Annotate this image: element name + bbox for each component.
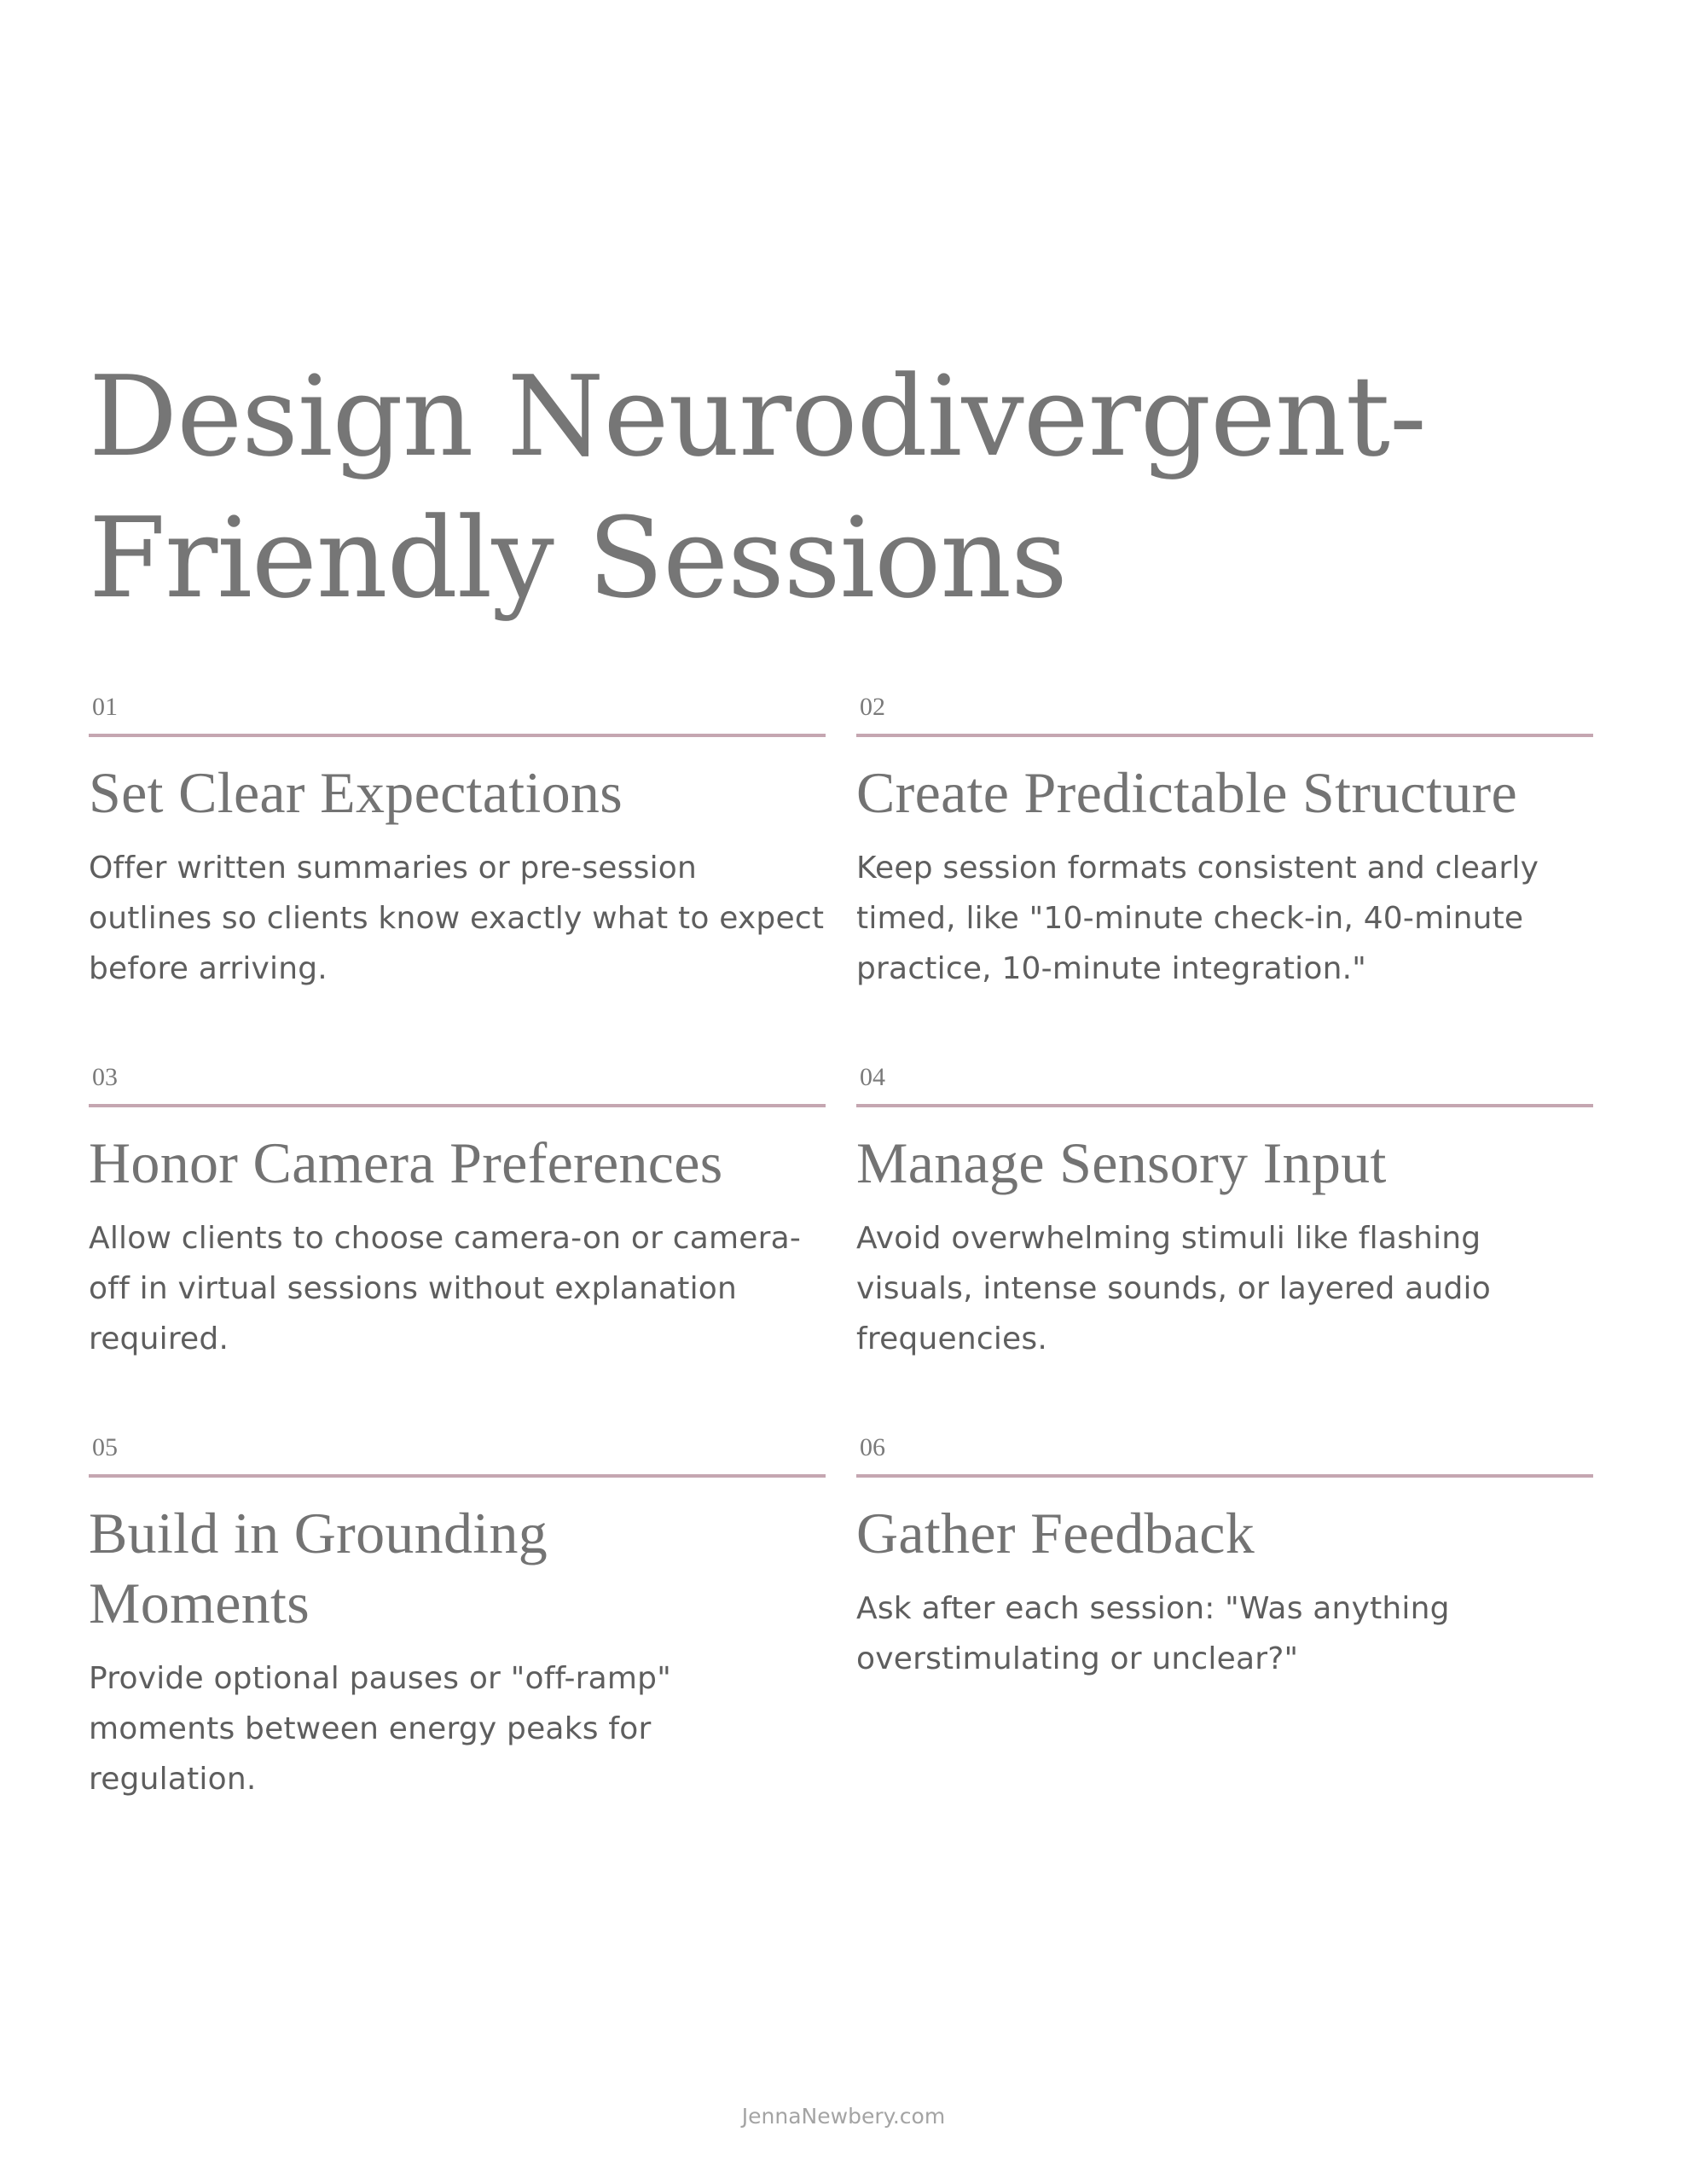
card-heading: Build in Grounding Moments	[89, 1501, 548, 1635]
card-divider	[89, 734, 826, 737]
card-honor-camera-preferences	[89, 1063, 826, 1364]
card-build-in-grounding-moments	[89, 1433, 826, 1804]
card-divider	[89, 1474, 826, 1478]
card-number: 02	[860, 693, 885, 721]
card-heading: Manage Sensory Input	[856, 1130, 1387, 1195]
card-body: Offer written summaries or pre-session outlines so clients know exactly what to expect before arriving.	[89, 851, 825, 986]
card-manage-sensory-input	[856, 1063, 1593, 1364]
card-heading: Honor Camera Preferences	[89, 1130, 723, 1195]
card-body: Provide optional pauses or "off-ramp" moments between energy peaks for regulation.	[89, 1661, 671, 1797]
card-gather-feedback	[856, 1433, 1593, 1684]
card-heading: Create Predictable Structure	[856, 760, 1517, 825]
card-number: 04	[860, 1063, 885, 1091]
card-divider	[856, 1474, 1593, 1478]
card-create-predictable-structure	[856, 693, 1593, 994]
card-divider	[89, 1104, 826, 1107]
card-number: 06	[860, 1433, 885, 1461]
card-body: Avoid overwhelming stimuli like flashing visuals, intense sounds, or layered audio frequencies.	[856, 1221, 1491, 1356]
footer-website: JennaNewbery.com	[741, 2104, 946, 2129]
card-heading: Set Clear Expectations	[89, 760, 623, 825]
card-divider	[856, 1104, 1593, 1107]
card-heading: Gather Feedback	[856, 1501, 1255, 1565]
card-set-clear-expectations	[89, 693, 826, 994]
card-number: 05	[92, 1433, 118, 1461]
card-number: 01	[92, 693, 118, 721]
card-divider	[856, 734, 1593, 737]
card-body: Allow clients to choose camera-on or camera-off in virtual sessions without explanation required.	[89, 1221, 802, 1356]
card-body: Ask after each session: "Was anything overstimulating or unclear?"	[856, 1591, 1450, 1676]
card-number: 03	[92, 1063, 118, 1091]
page-title: Design Neurodivergent-Friendly Sessions	[89, 351, 1426, 623]
card-body: Keep session formats consistent and clearly timed, like "10-minute check-in, 40-minute practice, 10-minute integration."	[856, 851, 1539, 986]
